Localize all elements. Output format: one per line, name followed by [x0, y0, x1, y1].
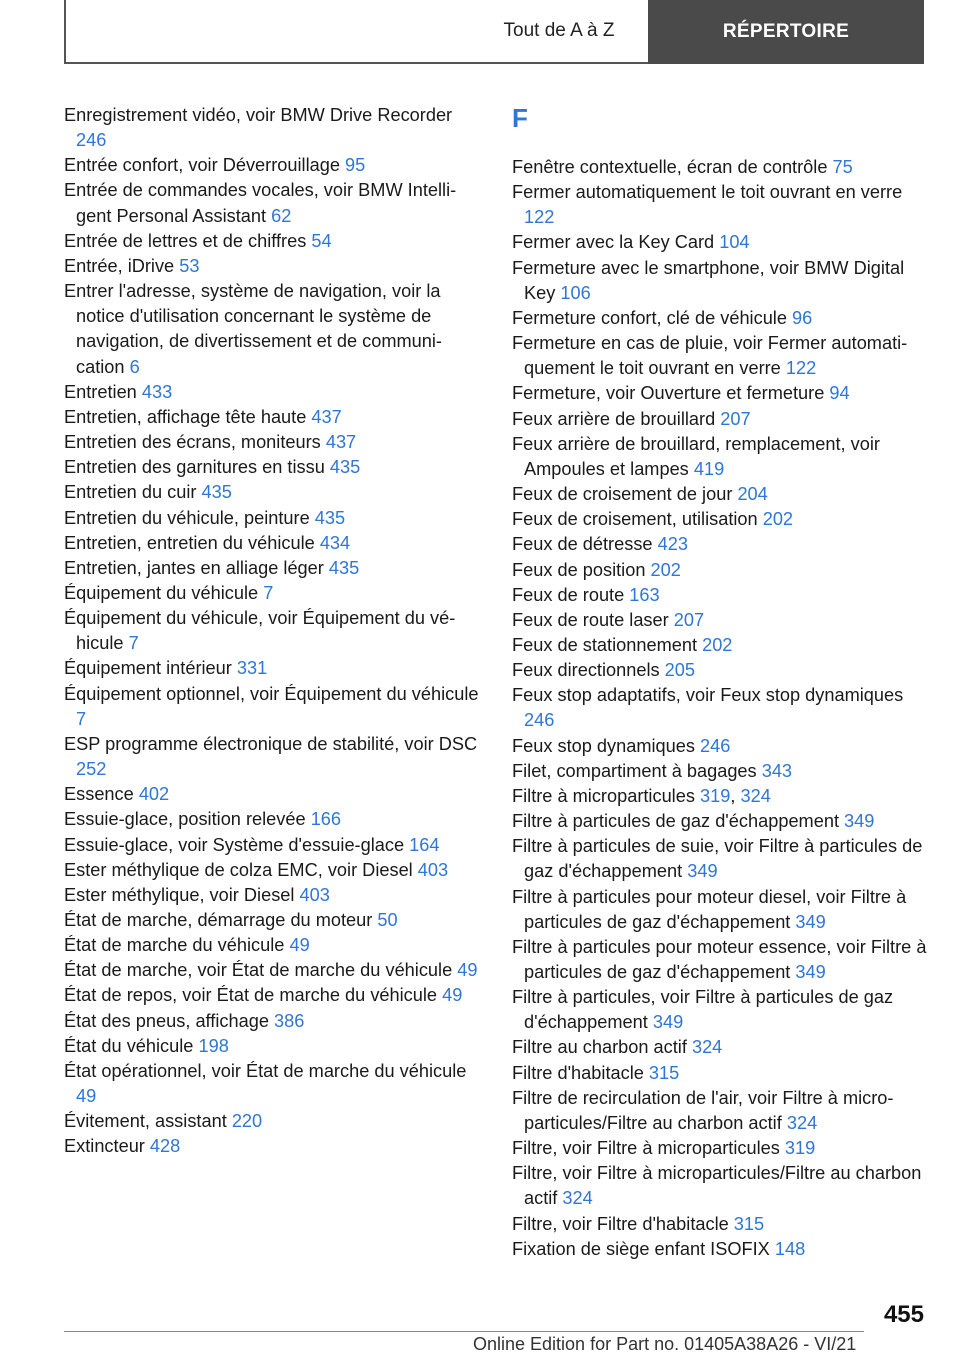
index-entry — [64, 807, 482, 832]
index-entry — [64, 606, 482, 656]
index-entry-text: Essence — [64, 784, 139, 805]
page-reference-link[interactable]: 202 — [650, 559, 681, 580]
page-reference-link[interactable]: 53 — [179, 255, 200, 276]
page-reference-link[interactable]: 148 — [774, 1238, 806, 1259]
page-reference-link[interactable]: 166 — [310, 809, 342, 830]
index-entry-text: Filtre à particules de suie, voir Filtre à particules de gaz d'échappement — [512, 836, 923, 882]
index-entry — [512, 1212, 932, 1237]
index-entry — [512, 256, 932, 306]
index-entry — [64, 1134, 482, 1159]
index-entry-text: Feux arrière de brouillard, remplacement, voir Ampoules et lampes — [512, 433, 880, 479]
index-entry — [64, 656, 482, 681]
index-entry — [512, 683, 932, 733]
index-entry-text: Entretien du cuir — [64, 482, 202, 503]
index-entry-text: Feux arrière de brouillard — [512, 408, 721, 429]
index-entry-text: Entretien, entretien du véhicule — [64, 532, 320, 553]
index-entry-text: État de marche, démarrage du moteur — [64, 910, 378, 930]
index-entry — [64, 1009, 482, 1034]
page-reference-link[interactable]: 349 — [844, 811, 875, 832]
index-entry — [512, 155, 932, 180]
index-entry-text: Fermeture en cas de pluie, voir Fermer automatiquement le toit ouvrant en verre — [512, 333, 908, 379]
index-entry — [64, 682, 482, 732]
index-entry-text: Entretien du véhicule, peinture — [64, 507, 315, 528]
index-entry-text: Filtre au charbon actif — [512, 1037, 692, 1058]
index-entry-text: Fenêtre contextuelle, écran de contrôle — [512, 157, 833, 177]
index-column-left — [64, 103, 482, 1160]
index-entry-text: Filtre, voir Filtre d'habitacle — [512, 1213, 734, 1234]
index-entry-text: Essuie-glace, position relevée — [64, 809, 311, 830]
page-reference-link[interactable]: 122 — [524, 207, 555, 228]
index-entry-text: État de repos, voir État de marche du véhicule — [64, 985, 443, 1006]
page-reference-link[interactable]: 349 — [687, 861, 718, 882]
index-entry-text: Extincteur — [64, 1136, 150, 1157]
page-reference-link[interactable]: 54 — [311, 230, 332, 251]
index-entry — [64, 556, 482, 581]
index-entry-text: Feux directionnels — [512, 660, 665, 681]
index-entry-text: Filtre à particules, voir Filtre à particules de gaz d'échappement — [512, 987, 894, 1033]
page-reference-link[interactable]: 423 — [657, 534, 688, 555]
index-entry-text: Feux de route laser — [512, 609, 674, 630]
index-entry — [512, 331, 932, 381]
index-entry — [64, 455, 482, 480]
index-entry-text: Entretien des écrans, moniteurs — [64, 432, 326, 453]
index-entry — [64, 983, 482, 1008]
page-reference-link[interactable]: 75 — [832, 157, 853, 177]
index-entry — [512, 532, 932, 557]
page-reference-link[interactable]: 435 — [201, 482, 232, 503]
index-entry — [64, 958, 482, 983]
index-entry — [512, 1136, 932, 1161]
page-reference-link[interactable]: 94 — [829, 383, 850, 404]
page-reference-link[interactable]: 315 — [648, 1062, 680, 1083]
index-entry — [512, 306, 932, 331]
index-entry — [512, 759, 932, 784]
index-entry — [512, 809, 932, 834]
footer-divider — [64, 1331, 864, 1332]
letter-heading: F — [512, 103, 528, 133]
index-entry — [512, 558, 932, 583]
index-entry — [512, 1086, 932, 1136]
index-entry — [512, 230, 932, 255]
index-entry-text: État de marche du véhicule — [64, 935, 290, 956]
page-reference-link[interactable]: 402 — [138, 784, 170, 805]
index-entry-text: Feux de position — [512, 559, 651, 580]
page-reference-link[interactable]: 433 — [141, 381, 173, 402]
index-entry-text: Fermer avec la Key Card — [512, 232, 720, 253]
footer-edition: Online Edition for Part no. 01405A38A26 - VI/21 — [473, 1334, 857, 1354]
page-reference-link[interactable]: 246 — [76, 130, 107, 151]
index-entry-text: Entrée de lettres et de chiffres — [64, 230, 312, 251]
index-entry — [512, 834, 932, 884]
page-reference-link[interactable]: 246 — [524, 710, 555, 731]
page-reference-link[interactable]: 49 — [442, 985, 463, 1006]
index-entry-text: Filtre à particules pour moteur essence, voir Filtre à particules de gaz d'échappement — [512, 936, 927, 982]
index-entry — [512, 507, 932, 532]
index-entry-text: État du véhicule — [64, 1035, 199, 1056]
index-entry-text: Fermeture avec le smartphone, voir BMW Digital Key — [512, 257, 905, 303]
index-entry-text: Entretien, jantes en alliage léger — [64, 557, 329, 578]
page-number: 455 — [883, 1301, 924, 1328]
index-entry-text: Feux de stationnement — [512, 634, 703, 655]
index-entry — [64, 1109, 482, 1134]
page-reference-link[interactable]: 386 — [273, 1010, 305, 1031]
index-entry — [512, 1061, 932, 1086]
index-entry — [64, 1034, 482, 1059]
page-reference-link[interactable]: 7 — [128, 633, 139, 654]
index-entries-f — [512, 155, 932, 1262]
index-entry-text: Équipement intérieur — [64, 658, 237, 679]
index-entry — [64, 380, 482, 405]
page-reference-link[interactable]: 331 — [236, 658, 268, 679]
index-entry-text: Filtre à particules pour moteur diesel, voir Filtre à particules de gaz d'échappement — [512, 886, 907, 932]
page-reference-link[interactable]: 324 — [691, 1037, 723, 1058]
page-reference-link[interactable]: 324 — [786, 1112, 818, 1133]
index-entry-text: Entretien, affichage tête haute — [64, 406, 312, 427]
index-entry-text: Entrée de commandes vocales, voir BMW Intelligent Personal Assistant — [64, 180, 457, 226]
index-entry — [64, 506, 482, 531]
page-reference-link[interactable]: 324 — [740, 785, 771, 806]
page-reference-link[interactable]: 319 — [784, 1138, 816, 1159]
index-entry — [64, 581, 482, 606]
page-reference-link[interactable]: 437 — [311, 406, 342, 427]
index-entry — [64, 229, 482, 254]
index-entry — [64, 908, 482, 933]
page-reference-link[interactable]: 403 — [299, 884, 330, 905]
index-entry — [512, 1161, 932, 1211]
index-entry-text: Filtre, voir Filtre à microparticules/Filtre au charbon actif — [512, 1163, 922, 1209]
page-reference-link[interactable]: 252 — [76, 759, 107, 780]
index-column-right — [512, 103, 932, 1262]
index-entry-text: Feux de détresse — [512, 534, 658, 555]
index-entry-text: Équipement du véhicule — [64, 582, 264, 603]
page-reference-link[interactable]: 349 — [795, 911, 826, 932]
index-entry-text: Enregistrement vidéo, voir BMW Drive Recorder — [64, 105, 453, 125]
index-entry — [512, 1035, 932, 1060]
page-reference-link[interactable]: 403 — [417, 859, 449, 880]
page-reference-link[interactable]: 163 — [629, 584, 660, 605]
index-entry — [512, 381, 932, 406]
page-reference-link[interactable]: 202 — [702, 634, 733, 655]
index-entry-text: Fermer automatiquement le toit ouvrant en verre — [512, 182, 903, 203]
page-reference-link[interactable]: 435 — [328, 557, 360, 578]
index-entry-text: Filtre d'habitacle — [512, 1062, 649, 1083]
index-entry-text: Filtre à particules de gaz d'échappement — [512, 811, 845, 832]
index-entry — [512, 608, 932, 633]
index-entry — [64, 858, 482, 883]
index-entry-text: Équipement optionnel, voir Équipement du véhicule — [64, 683, 479, 704]
index-entry — [512, 935, 932, 985]
page-reference-link[interactable]: 246 — [700, 735, 731, 756]
index-entry — [512, 407, 932, 432]
page-reference-link[interactable]: 104 — [719, 232, 750, 253]
page-reference-link[interactable]: 349 — [652, 1012, 684, 1033]
index-entry-text: Équipement du véhicule, voir Équipement du véhicule — [64, 608, 456, 654]
index-entry: Filtre à microparticules 319, 324 — [512, 785, 771, 806]
page-reference-link[interactable]: 49 — [289, 935, 310, 956]
index-entry — [512, 432, 932, 482]
index-entry-text: Feux de croisement, utilisation — [512, 509, 763, 530]
index-entry — [64, 153, 482, 178]
index-entry-text: Filtre de recirculation de l'air, voir Filtre à microparticules/Filtre au charbon actif — [512, 1087, 894, 1133]
index-entry-text: Fixation de siège enfant ISOFIX — [512, 1238, 775, 1259]
index-entry-text: Feux de route — [512, 584, 630, 605]
page-reference-link[interactable]: 106 — [560, 282, 591, 303]
page-reference-link[interactable]: 220 — [231, 1111, 263, 1132]
page-reference-link[interactable]: 419 — [693, 458, 725, 479]
page-reference-link[interactable]: 434 — [319, 532, 351, 553]
index-entry-text: État de marche, voir État de marche du véhicule — [64, 960, 458, 981]
index-entry — [64, 732, 482, 782]
page-reference-link[interactable]: 319 — [700, 785, 731, 806]
index-entry — [64, 1059, 482, 1109]
index-entry — [64, 405, 482, 430]
page-reference-link[interactable]: 349 — [795, 962, 826, 982]
page-reference-link[interactable]: 343 — [761, 760, 793, 781]
index-entry — [64, 254, 482, 279]
index-entry-text: ESP programme électronique de stabilité, voir DSC — [64, 733, 478, 754]
index-entry — [64, 178, 482, 228]
index-entry — [512, 180, 932, 230]
index-entry-text: Filtre, voir Filtre à microparticules — [512, 1138, 785, 1159]
tab-tout-de-a-a-z[interactable]: Tout de A à Z — [503, 20, 615, 41]
page-reference-link[interactable]: 164 — [409, 834, 440, 855]
page-reference-link[interactable]: 122 — [785, 358, 817, 379]
index-entry — [512, 985, 932, 1035]
page-reference-link[interactable]: 7 — [263, 582, 274, 603]
index-entry-text: Feux de croisement de jour — [512, 484, 738, 505]
index-entry-text: Filtre à microparticules — [512, 785, 700, 806]
index-entry — [64, 833, 482, 858]
index-entry-text: Entretien des garnitures en tissu — [64, 457, 330, 478]
page-reference-link[interactable]: 435 — [329, 457, 361, 478]
page-reference-link[interactable]: 49 — [457, 960, 478, 981]
page-reference-link[interactable]: 207 — [673, 609, 705, 630]
index-entry — [512, 482, 932, 507]
index-entry-text: Entretien — [64, 381, 142, 402]
tab-repertoire[interactable]: RÉPERTOIRE — [648, 0, 924, 64]
index-entry — [512, 658, 932, 683]
page-reference-link[interactable]: 315 — [733, 1213, 765, 1234]
index-entry — [512, 734, 932, 759]
page-reference-link[interactable]: 437 — [325, 432, 357, 453]
page-reference-link[interactable]: 205 — [664, 660, 696, 681]
index-entry — [64, 933, 482, 958]
page-reference-link[interactable]: 96 — [792, 307, 813, 328]
index-entry-text: Entrer l'adresse, système de navigation, voir la notice d'utilisation concernant le système de navigation, de divertissement et de communication — [64, 281, 442, 377]
index-entry-text: Ester méthylique de colza EMC, voir Diesel — [64, 859, 418, 880]
page-reference-link[interactable]: 6 — [129, 356, 140, 377]
page-reference-link[interactable]: 202 — [762, 509, 794, 530]
page-reference-link[interactable]: 62 — [271, 205, 292, 226]
index-entry-text: Fermeture, voir Ouverture et fermeture — [512, 383, 830, 404]
index-entry-text: Feux stop adaptatifs, voir Feux stop dynamiques — [512, 685, 904, 706]
page-reference-link[interactable]: 428 — [149, 1136, 181, 1157]
index-entry — [64, 103, 482, 153]
index-entry — [64, 430, 482, 455]
page-reference-link[interactable]: 95 — [345, 155, 366, 176]
page-reference-link[interactable]: 49 — [76, 1086, 97, 1107]
index-entry — [64, 883, 482, 908]
page-reference-link[interactable]: 198 — [198, 1035, 229, 1056]
index-entry-text: État opérationnel, voir État de marche du véhicule — [64, 1060, 467, 1081]
index-entry-text: Ester méthylique, voir Diesel — [64, 884, 300, 905]
index-entry-text: Feux stop dynamiques — [512, 735, 701, 756]
page-reference-link[interactable]: 324 — [562, 1188, 593, 1209]
index-entry-text: Fermeture confort, clé de véhicule — [512, 307, 793, 328]
page-reference-link[interactable]: 7 — [76, 708, 87, 729]
index-entry — [64, 279, 482, 380]
index-entry-text: Filet, compartiment à bagages — [512, 760, 762, 781]
index-entry — [512, 1237, 932, 1262]
page-reference-link[interactable]: 435 — [314, 507, 346, 528]
index-entry-text: Entrée, iDrive — [64, 255, 180, 276]
page-reference-link[interactable]: 50 — [377, 910, 398, 930]
index-entry — [64, 782, 482, 807]
index-entry-text: Essuie-glace, voir Système d'essuie-glace — [64, 834, 410, 855]
index-entry-text: État des pneus, affichage — [64, 1010, 274, 1031]
index-entry-text: Évitement, assistant — [64, 1111, 232, 1132]
page-reference-link[interactable]: 207 — [720, 408, 751, 429]
index-entry — [512, 583, 932, 608]
index-entry — [64, 531, 482, 556]
index-entry — [64, 480, 482, 505]
index-entry — [512, 633, 932, 658]
page-reference-link[interactable]: 204 — [737, 484, 768, 505]
index-entry-text: Entrée confort, voir Déverrouillage — [64, 155, 346, 176]
index-entry — [512, 885, 932, 935]
